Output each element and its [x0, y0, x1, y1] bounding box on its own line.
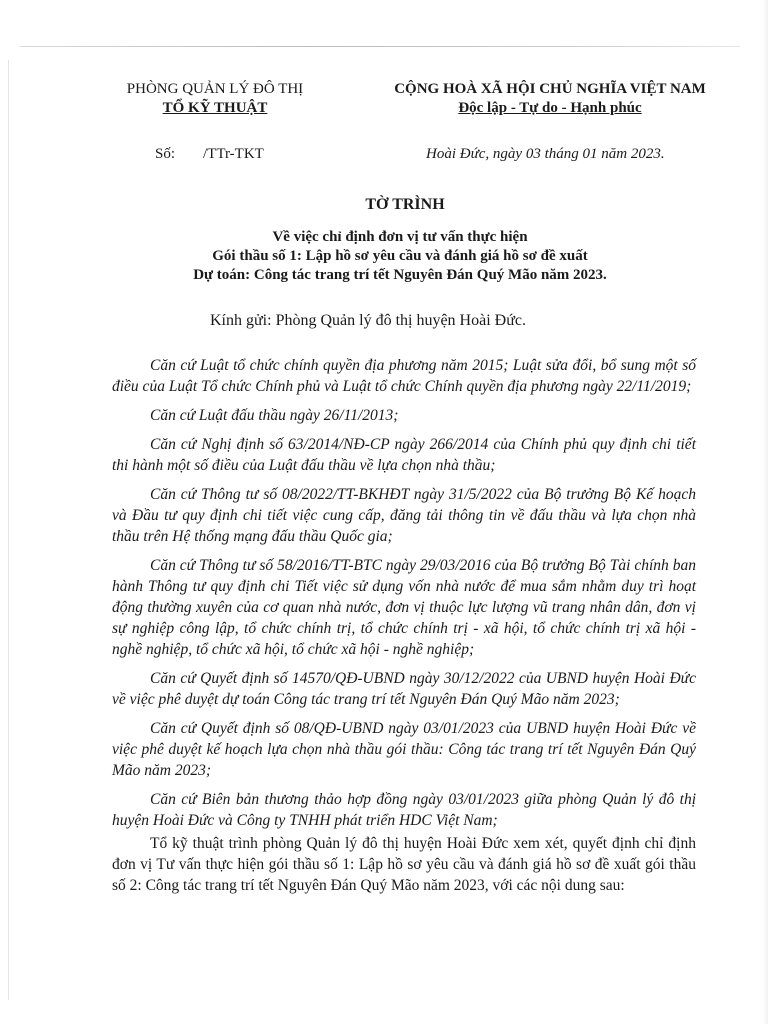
document-subject: [120, 228, 680, 285]
issuing-org-block: [100, 80, 330, 118]
document-body: [112, 355, 696, 904]
issuing-org-line2: TỔ KỸ THUẬT: [162, 100, 268, 116]
legal-basis-paragraph: Căn cứ Nghị định số 63/2014/NĐ-CP ngày 266/2014 của Chính phủ quy định chi tiết thi hành một số điều của Luật đấu thầu về lựa chọn nhà thầu;: [112, 436, 696, 474]
issuing-org-line1: PHÒNG QUẢN LÝ ĐÔ THỊ: [126, 81, 304, 97]
legal-basis-paragraph: Căn cứ Luật đấu thầu ngày 26/11/2013;: [150, 407, 399, 424]
nation-name: CỘNG HOÀ XÃ HỘI CHỦ NGHĨA VIỆT NAM: [394, 81, 706, 97]
document-number: [155, 146, 264, 163]
scan-right-edge: [762, 0, 768, 1024]
subject-line-3: Dự toán: Công tác trang trí tết Nguyên Đán Quý Mão năm 2023.: [193, 267, 607, 283]
legal-basis-paragraph: Căn cứ Thông tư số 58/2016/TT-BTC ngày 29/03/2016 của Bộ trưởng Bộ Tài chính ban hành Thông tư quy định chi Tiết việc sử dụng vốn nhà nước để mua sắm nhằm duy trì hoạt động thường xuyên của cơ quan nhà nước, đơn vị thuộc lực lượng vũ trang nhân dân, đơn vị sự nghiệp công lập, tổ chức chính trị, tổ chức chính trị - xã hội, tổ chức chính trị xã hội - nghề nghiệp, tổ chức xã hội, tổ chức xã hội - nghề nghiệp;: [112, 557, 696, 658]
legal-basis-paragraph: Căn cứ Quyết định số 08/QĐ-UBND ngày 03/01/2023 của UBND huyện Hoài Đức về việc phê duyệt kế hoạch lựa chọn nhà thầu gói thầu: Công tác trang trí tết Nguyên Đán Quý Mão năm 2023;: [112, 720, 696, 779]
national-motto: Độc lập - Tự do - Hạnh phúc: [458, 100, 642, 116]
document-number-label: Số:: [155, 146, 176, 162]
legal-basis-paragraph: Căn cứ Luật tổ chức chính quyền địa phương năm 2015; Luật sửa đổi, bổ sung một số điều của Luật Tổ chức Chính phủ và Luật tổ chức Chính quyền địa phương ngày 22/11/2019;: [112, 357, 696, 395]
legal-basis-paragraph: Căn cứ Thông tư số 08/2022/TT-BKHĐT ngày 31/5/2022 của Bộ trưởng Bộ Kế hoạch và Đầu tư quy định chi tiết việc cung cấp, đăng tải thông tin về đấu thầu và lựa chọn nhà thầu trên Hệ thống mạng đấu thầu Quốc gia;: [112, 486, 696, 545]
document-title: TỜ TRÌNH: [365, 196, 445, 213]
place-date: Hoài Đức, ngày 03 tháng 01 năm 2023.: [426, 146, 665, 162]
scan-top-rule: [20, 46, 740, 47]
national-motto-block: [360, 80, 740, 118]
subject-line-1: Về việc chỉ định đơn vị tư vấn thực hiện: [272, 229, 528, 245]
legal-basis-paragraph: Căn cứ Biên bản thương thảo hợp đồng ngày 03/01/2023 giữa phòng Quản lý đô thị huyện Hoài Đức và Công ty TNHH phát triển HDC Việt Nam;: [112, 791, 696, 829]
subject-line-2: Gói thầu số 1: Lập hồ sơ yêu cầu và đánh giá hồ sơ đề xuất: [212, 248, 588, 264]
document-number-code: /TTr-TKT: [203, 146, 264, 162]
proposal-paragraph: Tổ kỹ thuật trình phòng Quản lý đô thị huyện Hoài Đức xem xét, quyết định chỉ định đơn vị Tư vấn thực hiện gói thầu số 1: Lập hồ sơ yêu cầu và đánh giá hồ sơ đề xuất gói thầu số 2: Công tác trang trí tết Nguyên Đán Quý Mão năm 2023, với các nội dung sau:: [112, 835, 696, 894]
recipient-line: Kính gửi: Phòng Quản lý đô thị huyện Hoài Đức.: [210, 312, 526, 329]
legal-basis-paragraph: Căn cứ Quyết định số 14570/QĐ-UBND ngày 30/12/2022 của UBND huyện Hoài Đức về việc phê duyệt dự toán Công tác trang trí tết Nguyên Đán Quý Mão năm 2023;: [112, 670, 696, 708]
